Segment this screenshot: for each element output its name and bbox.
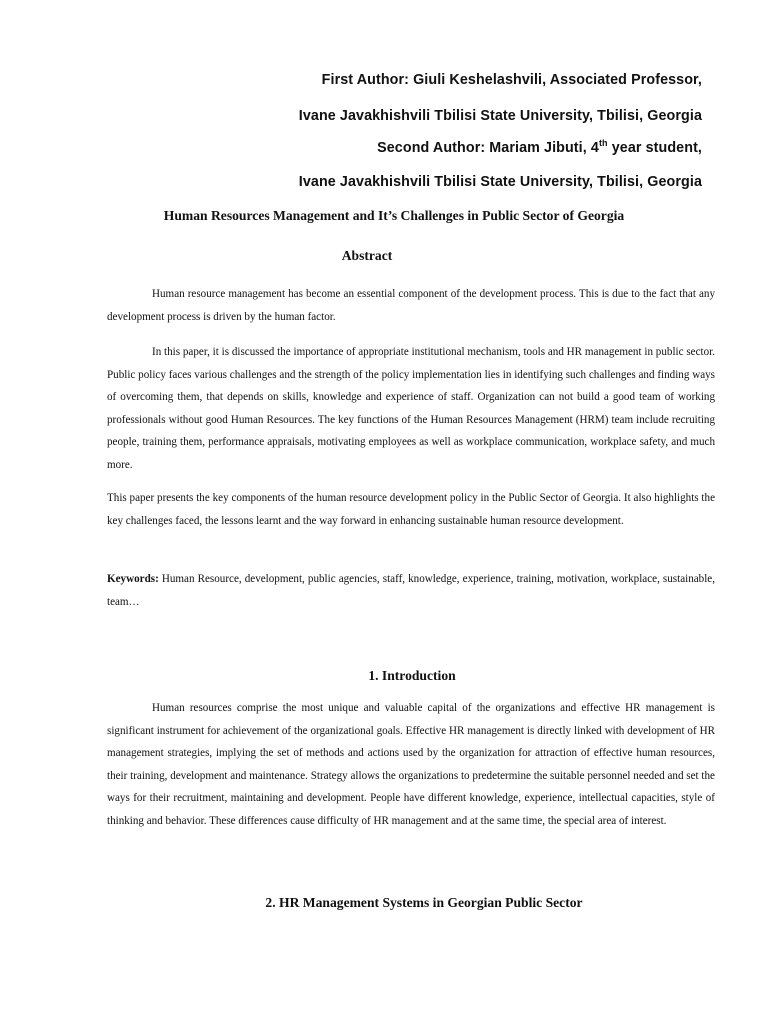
- introduction-heading: [0, 668, 768, 684]
- keywords-paragraph: [107, 568, 715, 613]
- second-author-affiliation: Ivane Javakhishvili Tbilisi State University, Tbilisi, Georgia: [298, 174, 702, 190]
- abstract-heading-text: Abstract: [341, 248, 393, 263]
- introduction-paragraph-1: Human resources comprise the most unique and valuable capital of the organizations and effective HR management is significant instrument for achievement of the organizational goals. Effective HR management is directly linked with development of HR management strategies, implying the set of methods and actions used by the organization for attraction of effective human resources, their training, development and maintenance. Strategy allows the organizations to predetermine the suitable personnel needed and set the ways for their recruitment, maintaining and development. People have different knowledge, experience, intellectual capacities, style of thinking and behavior. These differences cause difficulty of HR management and at the same time, the special area of interest.: [107, 702, 715, 827]
- paper-title-text: Human Resources Management and It’s Challenges in Public Sector of Georgia: [163, 208, 625, 223]
- introduction-heading-text: 1. Introduction: [368, 668, 456, 683]
- keywords-label: Keywords:: [107, 573, 159, 585]
- first-author-line: First Author: Giuli Keshelashvili, Associated Professor,: [321, 72, 702, 88]
- second-author-line: [377, 140, 702, 156]
- second-author-text: Second Author: Mariam Jibuti, 4: [377, 140, 599, 156]
- section-2-heading: [0, 895, 768, 911]
- abstract-heading: [0, 248, 768, 264]
- keywords-text: Human Resource, development, public agencies, staff, knowledge, experience, training, motivation, workplace, sustainable, team…: [107, 573, 715, 608]
- ordinal-superscript: th: [598, 138, 608, 148]
- first-author-affiliation: Ivane Javakhishvili Tbilisi State University, Tbilisi, Georgia: [298, 108, 702, 124]
- abstract-paragraph-2: In this paper, it is discussed the importance of appropriate institutional mechanism, tools and HR management in public sector. Public policy faces various challenges and the strength of the policy implementation lies in identifying such challenges and finding ways of overcoming them, that depends on skills, knowledge and experience of staff. Organization can not build a good team of working professionals without good Human Resources. The key functions of the Human Resources Management (HRM) team include recruiting people, training them, performance appraisals, motivating employees as well as workplace communication, workplace safety, and much more.: [107, 346, 715, 471]
- paper-title: [0, 208, 768, 224]
- abstract-paragraph-1: Human resource management has become an essential component of the development process. This is due to the fact that any development process is driven by the human factor.: [107, 288, 715, 323]
- second-author-role: year student,: [607, 140, 702, 156]
- section-2-heading-text: 2. HR Management Systems in Georgian Public Sector: [265, 895, 583, 910]
- abstract-paragraph-3: This paper presents the key components of the human resource development policy in the Public Sector of Georgia. It also highlights the key challenges faced, the lessons learnt and the way forward in enhancing sustainable human resource development.: [107, 492, 715, 527]
